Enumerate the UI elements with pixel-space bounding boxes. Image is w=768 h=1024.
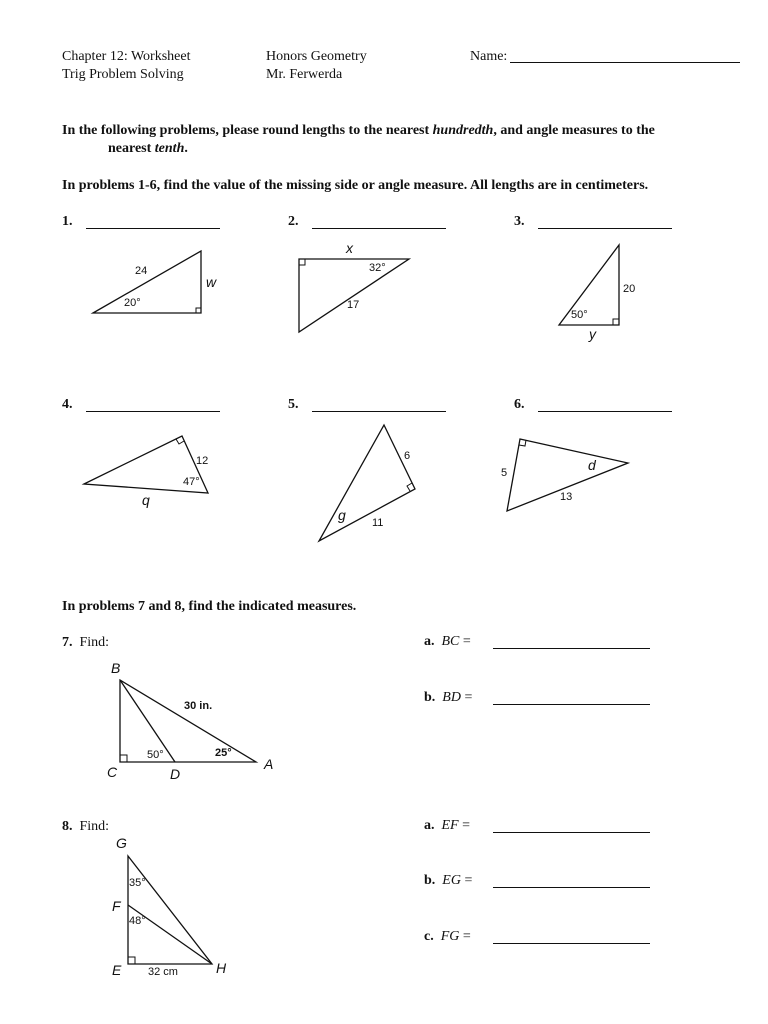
unknown-label: g	[338, 507, 346, 523]
answer-blank-7a[interactable]	[493, 648, 650, 649]
triangle-problem-1	[93, 251, 201, 313]
header-topic: Trig Problem Solving	[62, 67, 184, 82]
problem-8-heading	[62, 818, 109, 836]
problem-number: 6.	[514, 397, 525, 412]
triangle-problem-8	[128, 856, 212, 964]
right-angle-mark	[176, 439, 184, 444]
answer-blank-8c[interactable]	[493, 943, 650, 944]
angle-label: 32°	[369, 262, 386, 274]
problem-number: 3.	[514, 214, 525, 229]
answer-8c: c. FG =	[424, 929, 471, 944]
answer-7b: b. BD =	[424, 690, 473, 705]
vertex-label: A	[264, 756, 274, 772]
angle-label: 48°	[129, 915, 146, 927]
side-label: 32 cm	[148, 966, 178, 978]
rounding-instructions-line2: nearest tenth.	[108, 141, 188, 156]
unknown-label: d	[588, 457, 596, 473]
part2-instructions: In problems 7 and 8, find the indicated measures.	[62, 599, 357, 614]
vertex-label: H	[216, 960, 227, 976]
vertex-label: D	[170, 766, 181, 782]
vertex-label: B	[111, 660, 121, 676]
rounding-instructions-line1: In the following problems, please round lengths to the nearest hundredth, and angle measures to the	[62, 123, 655, 138]
angle-label: 50°	[571, 309, 588, 321]
vertex-label: E	[112, 962, 122, 978]
angle-label: 20°	[124, 297, 141, 309]
side-label: 13	[560, 491, 573, 503]
unknown-label: w	[206, 274, 217, 290]
triangle-problem-3	[559, 245, 619, 325]
angle-label: 47°	[183, 476, 200, 488]
header-chapter: Chapter 12: Worksheet	[62, 49, 191, 64]
triangle-problem-5	[319, 425, 415, 541]
vertex-label: C	[107, 764, 118, 780]
right-angle-mark	[613, 319, 619, 325]
vertex-label: F	[112, 898, 121, 914]
right-angle-mark	[120, 755, 127, 762]
answer-blank-8a[interactable]	[493, 832, 650, 833]
angle-label: 25°	[215, 747, 232, 759]
triangle-problem-7	[120, 680, 256, 762]
triangle-problem-2	[299, 259, 409, 332]
angle-label: 50°	[147, 749, 164, 761]
problem-number: 7.	[62, 635, 73, 650]
side-label: 24	[135, 265, 148, 277]
header-teacher: Mr. Ferwerda	[266, 67, 343, 82]
angle-label: 35°	[129, 877, 146, 889]
answer-8a: a. EF =	[424, 818, 471, 833]
right-angle-mark	[128, 957, 135, 964]
unknown-label: y	[589, 326, 596, 342]
side-label: 20	[623, 283, 636, 295]
problem-number: 5.	[288, 397, 299, 412]
side-label: 30 in.	[184, 700, 213, 712]
problem-number: 1.	[62, 214, 73, 229]
right-angle-mark	[299, 259, 305, 265]
problem-7-heading	[62, 634, 109, 652]
header-course: Honors Geometry	[266, 49, 367, 64]
right-angle-mark	[407, 483, 412, 491]
answer-8b: b. EG =	[424, 873, 473, 888]
problem-number: 4.	[62, 397, 73, 412]
unknown-label: q	[142, 492, 150, 508]
unknown-label: x	[346, 240, 353, 256]
side-label: 11	[372, 517, 384, 529]
answer-blank-7b[interactable]	[493, 704, 650, 705]
part1-instructions: In problems 1-6, find the value of the missing side or angle measure. All lengths are in centimeters.	[62, 178, 649, 193]
problem-number: 2.	[288, 214, 299, 229]
name-label: Name:	[470, 49, 508, 64]
segment-fh	[128, 905, 212, 964]
vertex-label: G	[116, 835, 127, 851]
problem-number: 8.	[62, 819, 73, 834]
find-label: Find:	[79, 819, 110, 834]
side-label: 17	[347, 299, 360, 311]
answer-7a: a. BC =	[424, 634, 471, 649]
side-label: 5	[501, 467, 508, 479]
find-label: Find:	[79, 635, 110, 650]
side-label: 12	[196, 455, 209, 467]
answer-blank-8b[interactable]	[493, 887, 650, 888]
right-angle-mark	[196, 308, 201, 313]
side-label: 6	[404, 450, 411, 462]
